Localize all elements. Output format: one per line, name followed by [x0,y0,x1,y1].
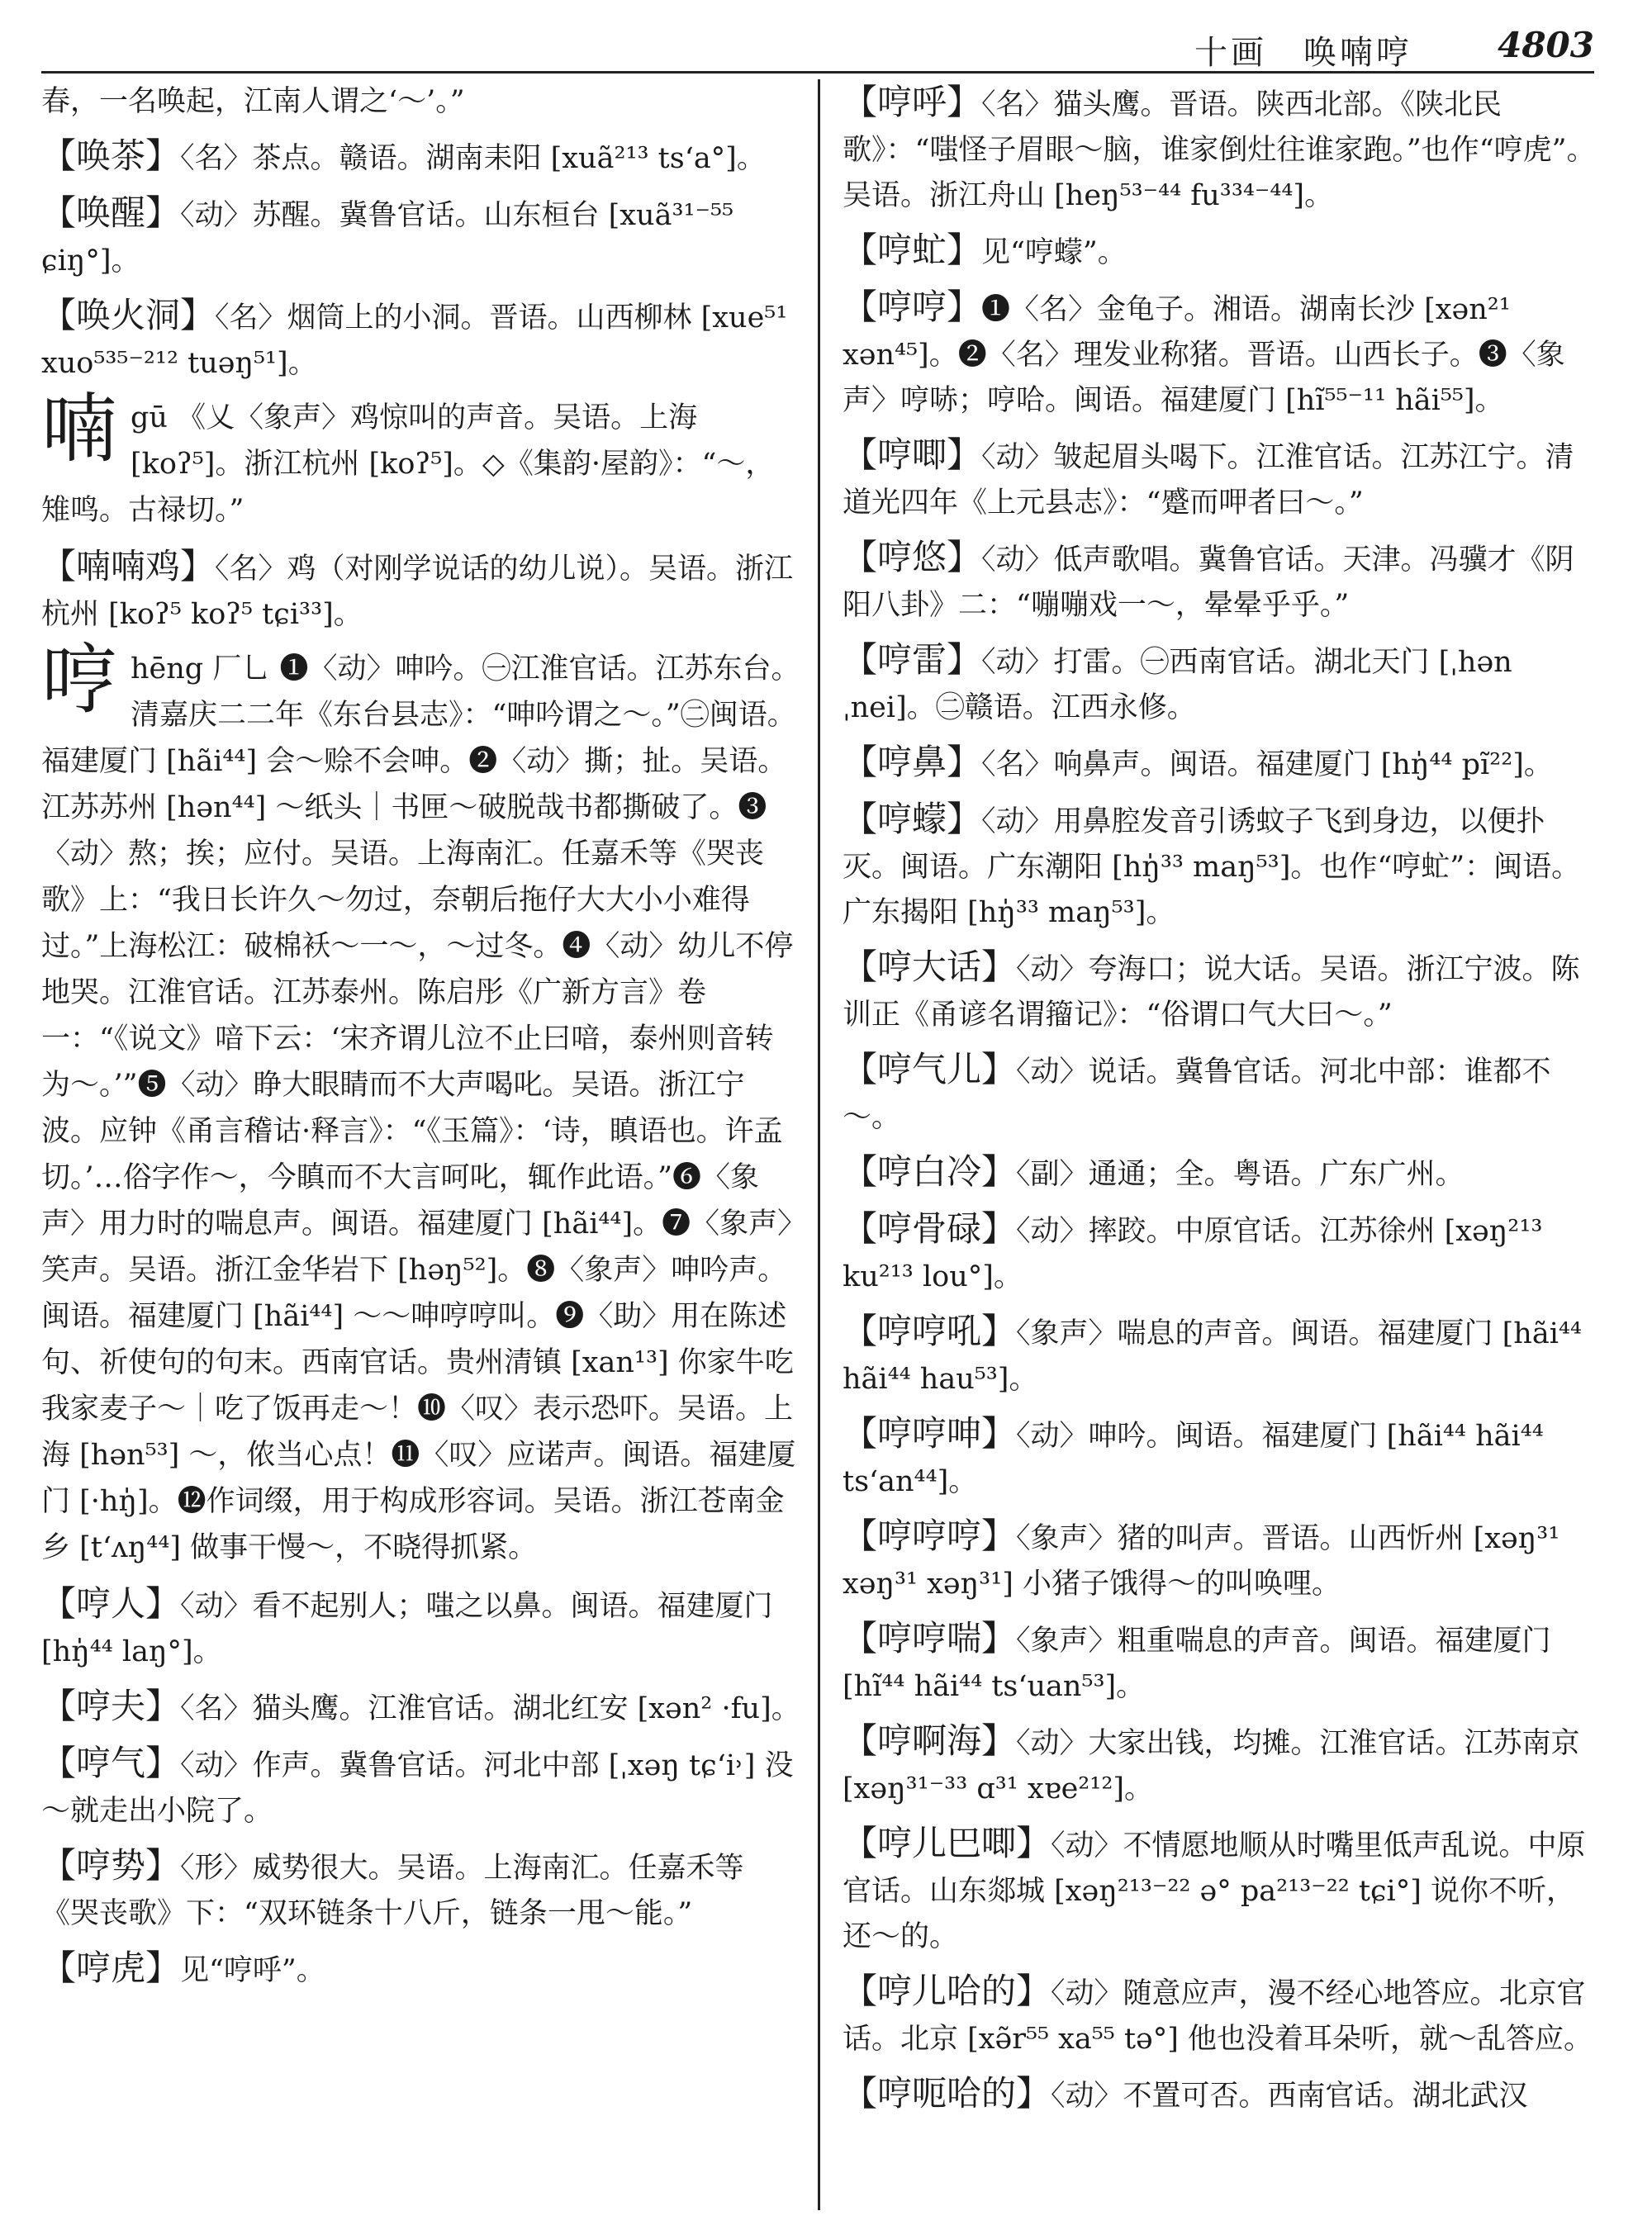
entry-huanxing [41,190,801,284]
entry-hengbaileng [843,1149,1602,1198]
left-column [41,79,801,2218]
headword: 【哼儿巴唧】 [843,1823,1051,1863]
entry-henggulu [843,1206,1602,1300]
entry-hengshi [41,1843,801,1937]
running-head: 十画 唤喃哼 [1194,34,1412,72]
entry-hengji [843,432,1602,526]
definition: 〈象声〉粗重喘息的声音。闽语。福建厦门 [hĩ⁴⁴ hãi⁴⁴ ts‘uan⁵³]。 [843,1625,1551,1703]
entry-henghengchuan [843,1616,1602,1710]
right-column [843,79,1602,2218]
definition: 〈动〉低声歌唱。冀鲁官话。天津。冯骥才《阴阳八卦》二：“嘣嘣戏一～，晕晕乎乎。” [843,543,1574,622]
headword: 【唤火洞】 [41,295,216,335]
definition: 〈动〉摔跤。中原官话。江苏徐州 [xəŋ²¹³ ku²¹³ lou°]。 [843,1215,1543,1293]
definition: 〈动〉夸海口；说大话。吴语。浙江宁波。陈训正《甬谚名谓籀记》：“俗谓口气大曰～。” [843,953,1580,1032]
headword: 【哼哼哼】 [843,1516,1017,1556]
headword: 【哼哼喘】 [843,1618,1017,1658]
entry-henghengshen [843,1411,1602,1505]
headword: 【哼蠓】 [843,799,982,839]
headword: 【哼雷】 [843,639,982,680]
entry-hengheng [843,284,1602,424]
definition: 〈动〉随意应声，漫不经心地答应。北京官话。北京 [xə̃r⁵⁵ xa⁵⁵ tə°] 他也没着耳朵听，就～乱答应。 [843,1977,1593,2056]
headword: 【哼人】 [41,1583,181,1624]
entry-hengehade [843,2071,1602,2119]
entry-henghengheng [843,1513,1602,1607]
main-character: 哼 [41,636,118,724]
entry-henghu-tiger [41,1945,801,1994]
headword: 【哼夫】 [41,1686,181,1726]
definition: 〈形〉威势很大。吴语。上海南汇。任嘉禾等《哭丧歌》下：“双环链条十八斤，链条一甩～能。” [41,1852,744,1930]
headword: 【哼唧】 [843,434,982,475]
entry-hengren [41,1581,801,1675]
continued-entry: 春，一名唤起，江南人谓之‘～’。” [41,85,465,118]
definition: 〈动〉皱起眉头喝下。江淮官话。江苏江宁。清道光四年《上元县志》：“蹙而呷者曰～。” [843,441,1574,520]
headword: 【哼势】 [41,1845,181,1886]
definition: 〈动〉不置可否。西南官话。湖北武汉 [1051,2080,1528,2113]
definition: 〈动〉不情愿地顺从时嘴里低声乱说。中原官话。山东郯城 [xəŋ²¹³⁻²² ə° pa²¹³⁻²² tɕi°] 说你不听，还～的。 [843,1829,1586,1953]
definition: 见“哼蠓”。 [981,236,1127,269]
headword: 【喃喃鸡】 [41,546,216,586]
entry-hengerbaji [843,1820,1602,1960]
entry-henglei [843,637,1602,731]
definition: 〈象声〉猪的叫声。晋语。山西忻州 [xəŋ³¹ xəŋ³¹ xəŋ³¹] 小猪子饿得～的叫唤哩。 [843,1522,1560,1601]
definition: ❶〈名〉金龟子。湘语。湖南长沙 [xən²¹ xən⁴⁵]。❷〈名〉理发业称猪。晋语。山西长子。❸〈象声〉哼哧；哼哈。闽语。福建厦门 [hĩ⁵⁵⁻¹¹ hãi⁵⁵]。 [843,293,1565,417]
entry-hengbi [843,739,1602,788]
entry-hengqier [843,1046,1602,1141]
headword: 【哼气】 [41,1743,181,1783]
definition: 〈名〉茶点。赣语。湖南耒阳 [xuã²¹³ ts‘a°]。 [180,142,766,175]
column-divider [818,79,820,2210]
entry-hengahai [843,1718,1602,1812]
definition: 〈名〉响鼻声。闽语。福建厦门 [hŋ̍⁴⁴ pĩ²²]。 [981,748,1553,781]
headword: 【哼鼻】 [843,742,982,782]
headword: 【哼呼】 [843,82,982,122]
headword: 【哼气儿】 [843,1049,1017,1089]
entry-hengmeng [843,796,1602,936]
entry-henghenghou [843,1308,1602,1402]
headword: 【哼哼】 [843,287,982,327]
definition: 〈动〉看不起别人；嗤之以鼻。闽语。福建厦门 [hŋ̍⁴⁴ laŋ°]。 [41,1590,773,1668]
entry-huanhuodong [41,292,801,387]
definition: hēng 厂乚 ❶〈动〉呻吟。㊀江淮官话。江苏东台。清嘉庆二二年《东台县志》：“呻吟谓之～。”㊁闽语。福建厦门 [hãi⁴⁴] 会～赊不会呻。❷〈动〉撕；扯。吴语。江苏苏州 [hən⁴⁴] ～纸头｜书匣～破脱哉书都撕破了。❸〈动〉熬；挨；应付。吴语。上海南汇。任嘉禾等《哭丧歌》上：“我日长许久～勿过，奈朝后拖仔大大小小难得过。”上海松江：破棉袄～一～，～过冬。❹〈动〉幼儿不停地哭。江淮官话。江苏泰州。陈启彤《广新方言》卷一：“《说文》喑下云：‘宋齐谓儿泣不止曰喑，泰州则音转为～。’”❺〈动〉睁大眼睛而不大声喝叱。吴语。浙江宁波。应钟《甬言稽诂·释言》：“《玉篇》：‘诗，瞋语也。许孟切。’…俗字作～，今瞋而不大言呵叱，辄作此语。”❻〈象声〉用力时的喘息声。闽语。福建厦门 [hãi⁴⁴]。❼〈象声〉笑声。吴语。浙江金华岩下 [həŋ⁵²]。❽〈象声〉呻吟声。闽语。福建厦门 [hãi⁴⁴] ～～呻哼哼叫。❾〈助〉用在陈述句、祈使句的句末。西南官话。贵州清镇 [xan¹³] 你家牛吃我家麦子～｜吃了饭再走～！❿〈叹〉表示恐吓。吴语。上海 [hən⁵³] ～，侬当心点！⓫〈叹〉应诺声。闽语。福建厦门 [·hŋ̍]。⓬作词缀，用于构成形容词。吴语。浙江苍南金乡 [t‘ʌŋ⁴⁴] 做事干慢～，不晓得抓紧。 [41,652,800,1564]
entry-henghu [843,79,1602,219]
entry-hengerhade [843,1968,1602,2062]
headword: 【哼大话】 [843,947,1017,987]
definition: 〈名〉烟筒上的小洞。晋语。山西柳林 [xue⁵¹ xuo⁵³⁵⁻²¹² tuəŋ⁵¹]。 [41,301,788,380]
definition: 见“哼呼”。 [180,1954,325,1987]
headword: 【哼骨碌】 [843,1208,1017,1249]
headword: 【哼哼呻】 [843,1413,1017,1454]
headword: 【唤茶】 [41,135,181,176]
entry-heng-character [41,636,801,1571]
page-header [41,17,1594,74]
definition: 〈动〉大家出钱，均摊。江淮官话。江苏南京 [xəŋ³¹⁻³³ ɑ³¹ xɐe²¹²]。 [843,1727,1580,1805]
headword: 【唤醒】 [41,192,181,233]
headword: 【哼啊海】 [843,1720,1017,1761]
headword: 【哼呃哈的】 [843,2073,1051,2114]
headword: 【哼儿哈的】 [843,1971,1051,2011]
entry-gugu-ji [41,543,801,638]
entry-hengfu [41,1683,801,1732]
definition: 〈动〉作声。冀鲁官话。河北中部 [ˌxəŋ tɕ‘i˒] 没～就走出小院了。 [41,1749,794,1828]
entry-hengdahua [843,944,1602,1038]
headword: 【哼虻】 [843,230,982,270]
definition: 〈动〉说话。冀鲁官话。河北中部：谁都不～。 [843,1056,1551,1134]
definition: 〈动〉用鼻腔发音引诱蚊子飞到身边，以便扑灭。闽语。广东潮阳 [hŋ̍³³ maŋ⁵³]。也作“哼虻”：闽语。广东揭阳 [hŋ̍³³ maŋ⁵³]。 [843,805,1581,929]
entry-hengyou [843,534,1602,629]
definition: 〈名〉猫头鹰。晋语。陕西北部。《陕北民歌》：“嗤怪子眉眼～脑，谁家倒灶往谁家跑。”也作“哼虎”。吴语。浙江舟山 [heŋ⁵³⁻⁴⁴ fu³³⁴⁻⁴⁴]。 [843,88,1596,212]
definition: 〈动〉呻吟。闽语。福建厦门 [hãi⁴⁴ hãi⁴⁴ ts‘an⁴⁴]。 [843,1420,1544,1498]
definition: 〈象声〉喘息的声音。闽语。福建厦门 [hãi⁴⁴ hãi⁴⁴ hau⁵³]。 [843,1317,1582,1396]
definition: 〈名〉鸡（对刚学说话的幼儿说）。吴语。浙江杭州 [koʔ⁵ koʔ⁵ tɕi³³]。 [41,553,794,631]
headword: 【哼悠】 [843,537,982,577]
headword: 【哼白冷】 [843,1151,1017,1192]
headword: 【哼哼吼】 [843,1311,1017,1351]
page-number: 4803 [1498,25,1594,65]
entry-hengqi [41,1740,801,1834]
headword: 【哼虎】 [41,1948,181,1988]
entry-huancha [41,133,801,182]
definition: 〈名〉猫头鹰。江淮官话。湖北红安 [xən² ·fu]。 [180,1692,800,1725]
definition: 〈动〉苏醒。冀鲁官话。山东桓台 [xuã³¹⁻⁵⁵ ɕiŋ°]。 [41,199,734,278]
definition: 〈动〉打雷。㊀西南官话。湖北天门 [ˌhən ˌnei]。㊁赣语。江西永修。 [843,646,1512,724]
definition: 〈副〉通通；全。粤语。广东广州。 [1016,1158,1464,1191]
definition: gū 《乂〈象声〉鸡惊叫的声音。吴语。上海 [koʔ⁵]。浙江杭州 [koʔ⁵]。◇《集韵·屋韵》：“～，雉鸣。古禄切。” [41,401,775,527]
entry-gu-character [41,385,801,534]
main-character: 喃 [41,385,118,473]
entry-hengmeng-gadfly [843,227,1602,276]
